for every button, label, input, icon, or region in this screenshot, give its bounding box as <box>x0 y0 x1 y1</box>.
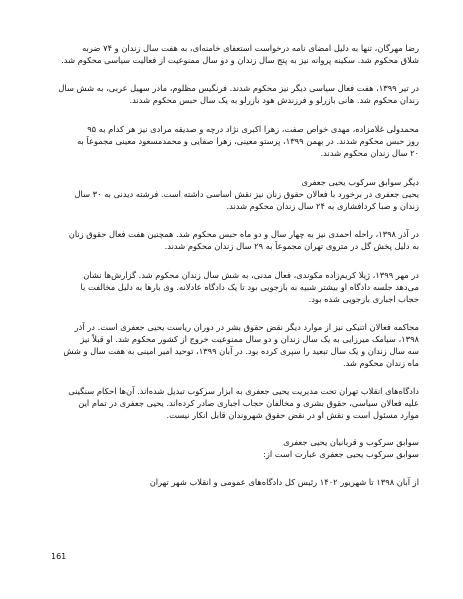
text-line: سوابق سرکوب یحیی جعفری عبارت است از: <box>263 449 419 459</box>
text-line: زندان محکوم شد. هانی بازرلو و فرزندش هود بازرلو به یک سال حبس محکوم شدند. <box>129 95 419 105</box>
text-line: حجاب اجباری بازجویی شده بود. <box>308 294 419 304</box>
text-line: زندان و صبا کردافشاری به ۲۴ سال زندان محکوم شدند. <box>226 201 419 211</box>
section-heading: سوابق سرکوب و قربانیان یحیی جعفری <box>283 437 419 447</box>
text-line: روز حبس محکوم شدند. در بهمن ۱۳۹۹، پرستو معینی، زهرا صفایی و محمدمسعود معینی مجموعاً به <box>77 136 419 146</box>
text-line: ماه زندان محکوم شد. <box>342 358 419 368</box>
text-line: شلاق محکوم شد. سکینه پروانه نیز به پنج سال زندان و دو سال ممنوعیت از فعالیت سیاسی محکوم شد. <box>61 55 419 65</box>
text-line: علیه فعالان سیاسی، حقوق بشری و مخالفان حجاب اجباری صادر کرده‌اند. یحیی جعفری در تمام این <box>78 398 419 408</box>
text-line: از آبان ۱۳۹۸ تا شهریور ۱۴۰۲ رئیس کل دادگاه‌های عمومی و انقلاب شهر تهران <box>149 477 419 487</box>
text-line: به دلیل پخش گل در متروی تهران مجموعاً به ۲۹ سال زندان محکوم شدند. <box>164 241 419 251</box>
section-heading: دیگر سوابق سرکوب یحیی جعفری <box>301 177 419 187</box>
text-line: موارد مسئول است و نقش او در نقض حقوق شهروندان قابل انکار نیست. <box>166 410 419 420</box>
text-line: سه سال زندان و یک سال تبعید را سپری کرده بود. در آبان ۱۳۹۹، توحید امیر امینی به هفت سال و شش <box>63 346 419 356</box>
page-number: 161 <box>51 552 67 561</box>
text-line: محاکمه فعالان اتنیکی نیز از موارد دیگر نقض حقوق بشر در دوران ریاست یحیی جعفری است. در آذر <box>74 322 419 332</box>
text-line: دادگاه‌های انقلاب تهران تحت مدیریت یحیی جعفری به ابزار سرکوب تبدیل شده‌اند. آن‌ها احکام سنگینی <box>68 386 419 396</box>
text-line: محمدولی غلامزاده، مهدی خواص صفت، زهرا اکبری نژاد درچه و صدیقه مرادی نیز هر کدام به ۹۵ <box>87 124 419 134</box>
text-line: می‌دهد جلسه دادگاه او بیشتر شبیه به بازجویی بود تا یک دادگاه عادلانه. وی بارها به دلیل مخالفت با <box>80 282 419 292</box>
text-line: رضا مهرگان، تنها به دلیل امضای نامه درخواست استعفای خامنه‌ای، به هفت سال زندان و ۷۴ ضربه <box>82 43 419 53</box>
text-line: ۱۳۹۸، سیامک میرزایی به یک سال زندان و دو سال ممنوعیت خروج از کشور محکوم شد. او قبلاً نیز <box>80 334 419 344</box>
text-line: یحیی جعفری در برخورد با فعالان حقوق زنان نیز نقش اساسی داشته است. فرشته دیدنی به ۳۰ سال <box>74 189 419 199</box>
text-line: ۲۰ سال زندان محکوم شدند. <box>320 148 419 158</box>
text-line: در تیر ۱۳۹۹، هفت فعال سیاسی دیگر نیز محکوم شدند. فرنگیس مظلوم، مادر سهیل عربی، به شش سال <box>58 83 419 93</box>
text-line: در مهر ۱۳۹۹، ژیلا کریم‌زاده مکوندی، فعال مدنی، به شش سال زندان محکوم شد. گزارش‌ها نشان <box>83 270 419 280</box>
text-line: در آذر ۱۳۹۸، راحله احمدی نیز به چهار سال و دو ماه حبس محکوم شد. همچنین هفت فعال حقوق زنان <box>68 229 419 239</box>
